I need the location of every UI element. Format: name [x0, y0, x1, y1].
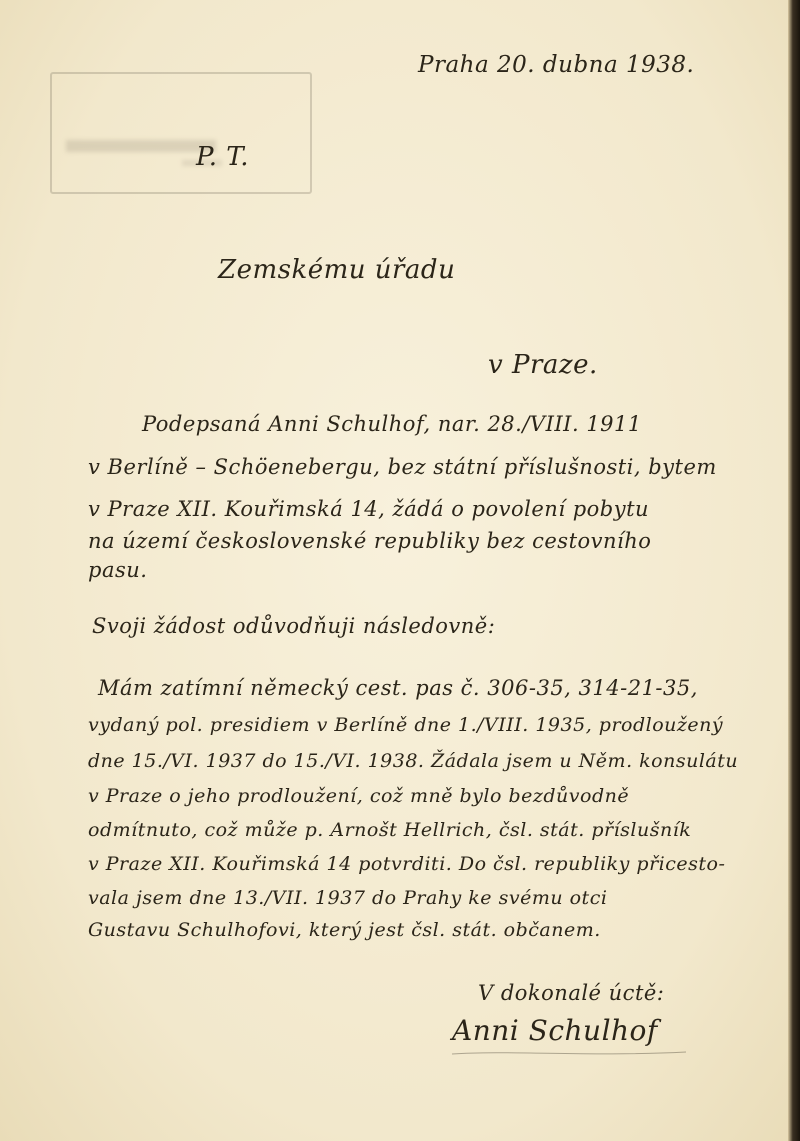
recipient-line-1: Zemskému úřadu	[218, 255, 456, 285]
paragraph2-line: Gustavu Schulhofovi, který jest čsl. stát. občanem.	[88, 919, 601, 941]
paragraph2-line: v Praze XII. Kouřimská 14 potvrditi. Do čsl. republiky přicesto-	[88, 853, 726, 875]
signature: Anni Schulhof	[452, 1014, 658, 1047]
paragraph2-line: v Praze o jeho prodloužení, což mně bylo bezdůvodně	[88, 785, 630, 807]
paragraph2-line: odmítnuto, což může p. Arnošt Hellrich, čsl. stát. příslušník	[88, 819, 692, 841]
reason-intro: Svoji žádost odůvodňuji následovně:	[92, 614, 496, 638]
paragraph1-line: v Praze XII. Kouřimská 14, žádá o povolení pobytu	[88, 497, 650, 521]
paragraph2-line: vala jsem dne 13./VII. 1937 do Prahy ke svému otci	[88, 887, 608, 909]
paragraph2-line: dne 15./VI. 1937 do 15./VI. 1938. Žádala jsem u Něm. konsulátu	[88, 750, 739, 772]
page-edge-shadow	[788, 0, 800, 1141]
paragraph1-line: Podepsaná Anni Schulhof, nar. 28./VIII. 1911	[142, 412, 642, 436]
recipient-line-2: v Praze.	[488, 350, 598, 380]
signature-underline	[450, 1048, 690, 1058]
closing-phrase: V dokonalé úctě:	[478, 981, 665, 1005]
paragraph1-line: v Berlíně – Schöenebergu, bez státní příslušnosti, bytem	[88, 455, 717, 479]
salutation: P. T.	[196, 142, 250, 172]
faded-stamp	[50, 72, 312, 194]
paragraph1-line: na území československé republiky bez cestovního	[88, 529, 652, 553]
paragraph1-line: pasu.	[88, 558, 148, 582]
letter-date: Praha 20. dubna 1938.	[418, 52, 695, 78]
paragraph2-line: vydaný pol. presidiem v Berlíně dne 1./VIII. 1935, prodloužený	[88, 714, 724, 736]
stamp-text-smudge	[66, 140, 216, 152]
paragraph2-line: Mám zatímní německý cest. pas č. 306-35, 314-21-35,	[98, 676, 698, 700]
